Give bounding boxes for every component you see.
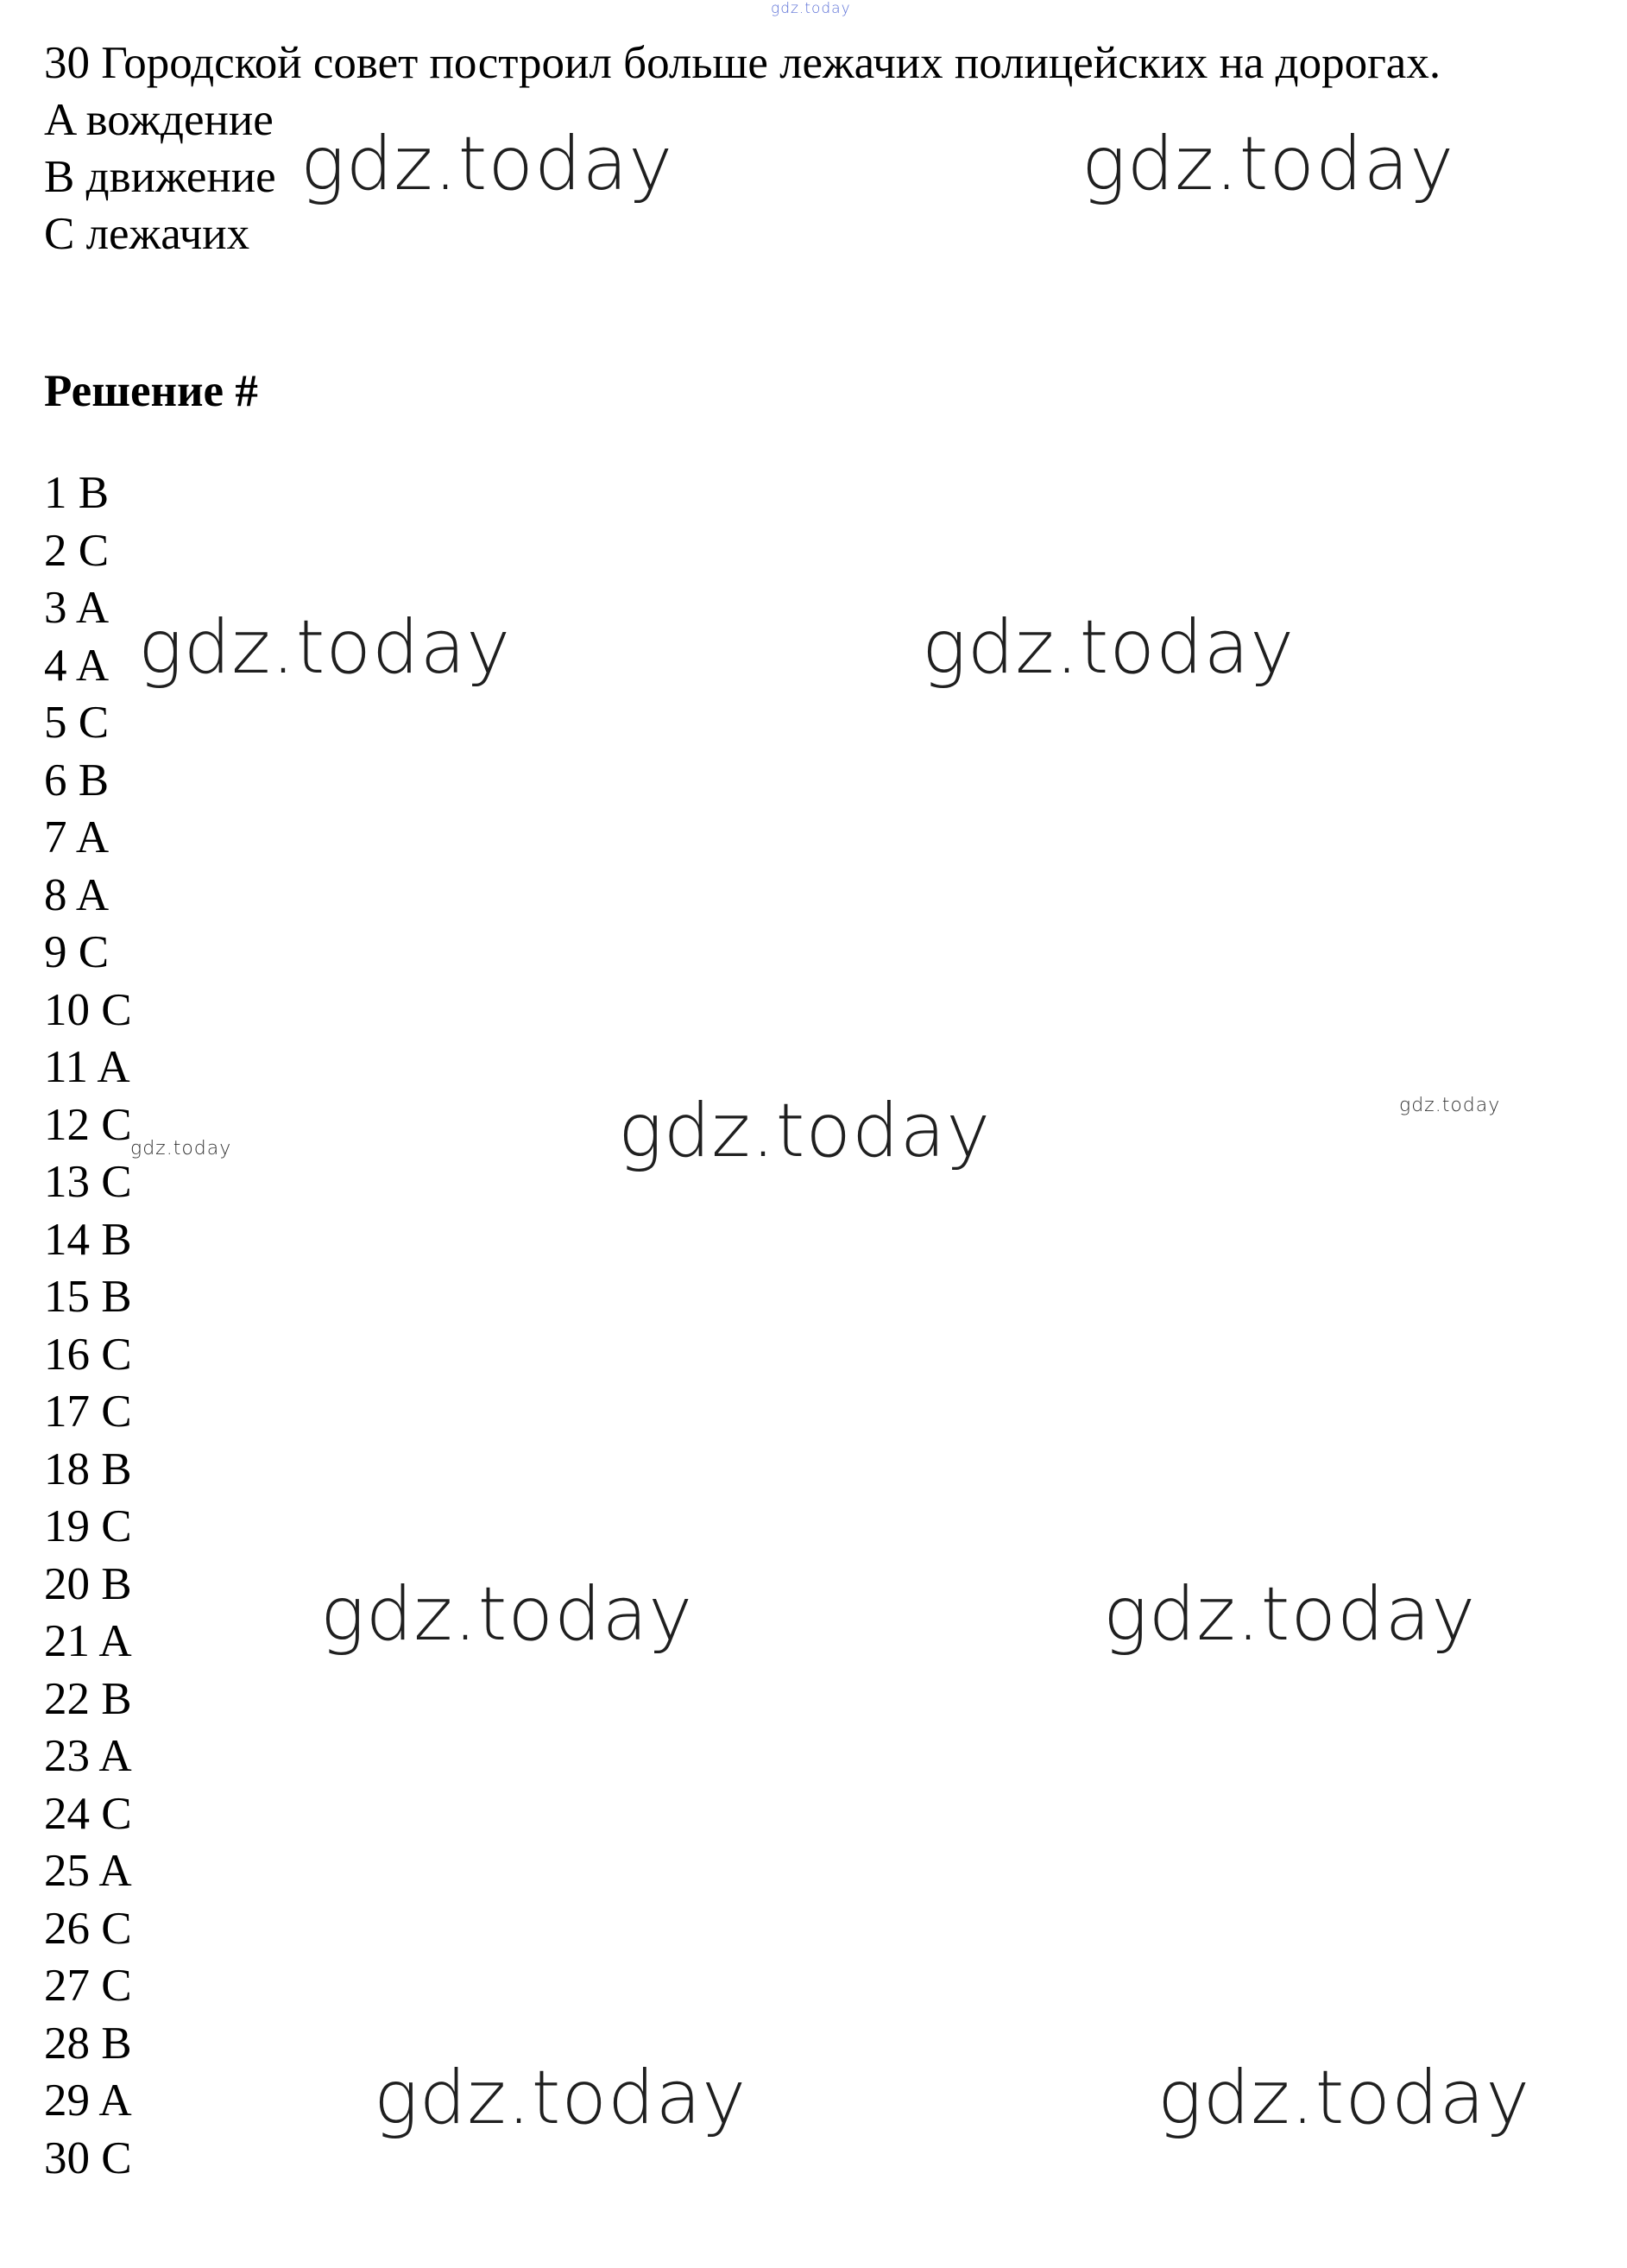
answer-item: 8 A <box>44 869 110 920</box>
watermark: gdz.today <box>374 2055 747 2141</box>
watermark: gdz.today <box>1157 2055 1531 2141</box>
answer-item: 30 C <box>44 2132 132 2183</box>
answer-item: 23 A <box>44 1731 132 1781</box>
watermark: gdz.today <box>138 604 512 691</box>
answer-item: 7 A <box>44 812 110 862</box>
answer-item: 22 B <box>44 1673 132 1724</box>
answer-item: 19 C <box>44 1501 132 1551</box>
answer-item: 9 C <box>44 927 110 977</box>
answer-item: 27 C <box>44 1961 132 2011</box>
answer-item: 5 C <box>44 698 110 748</box>
watermark: gdz.today <box>1103 1571 1477 1658</box>
option-c: C лежачих <box>44 209 250 259</box>
answer-item: 16 C <box>44 1329 132 1380</box>
answer-item: 18 B <box>44 1444 132 1494</box>
answer-item: 28 B <box>44 2018 132 2069</box>
watermark-top: gdz.today <box>771 0 851 17</box>
watermark-small: gdz.today <box>1399 1095 1501 1116</box>
answer-item: 10 C <box>44 984 132 1035</box>
answer-item: 15 B <box>44 1272 132 1322</box>
answer-item: 1 B <box>44 468 110 518</box>
watermark: gdz.today <box>922 604 1296 691</box>
answer-item: 13 C <box>44 1157 132 1207</box>
option-a: A вождение <box>44 95 274 145</box>
watermark: gdz.today <box>1082 121 1455 207</box>
answers-list <box>44 464 132 2187</box>
watermark: gdz.today <box>618 1088 992 1174</box>
answer-item: 20 B <box>44 1558 132 1609</box>
answer-item: 14 B <box>44 1214 132 1265</box>
watermark: gdz.today <box>300 121 674 207</box>
answer-item: 26 C <box>44 1903 132 1954</box>
answer-item: 6 B <box>44 755 110 805</box>
answer-item: 4 A <box>44 640 110 691</box>
watermark-small: gdz.today <box>130 1138 232 1159</box>
answer-item: 21 A <box>44 1616 132 1666</box>
answer-item: 12 C <box>44 1099 132 1150</box>
answer-item: 25 A <box>44 1846 132 1896</box>
watermark: gdz.today <box>320 1571 694 1658</box>
answer-item: 29 A <box>44 2075 132 2126</box>
question-text: 30 Городской совет построил больше лежачих полицейских на дорогах. <box>44 38 1441 88</box>
answer-item: 17 C <box>44 1387 132 1437</box>
option-b: B движение <box>44 152 276 202</box>
answer-item: 24 C <box>44 1788 132 1839</box>
answer-item: 2 C <box>44 525 110 576</box>
answer-item: 3 A <box>44 583 110 633</box>
answer-item: 11 A <box>44 1042 130 1092</box>
solution-heading: Решение # <box>44 366 258 416</box>
